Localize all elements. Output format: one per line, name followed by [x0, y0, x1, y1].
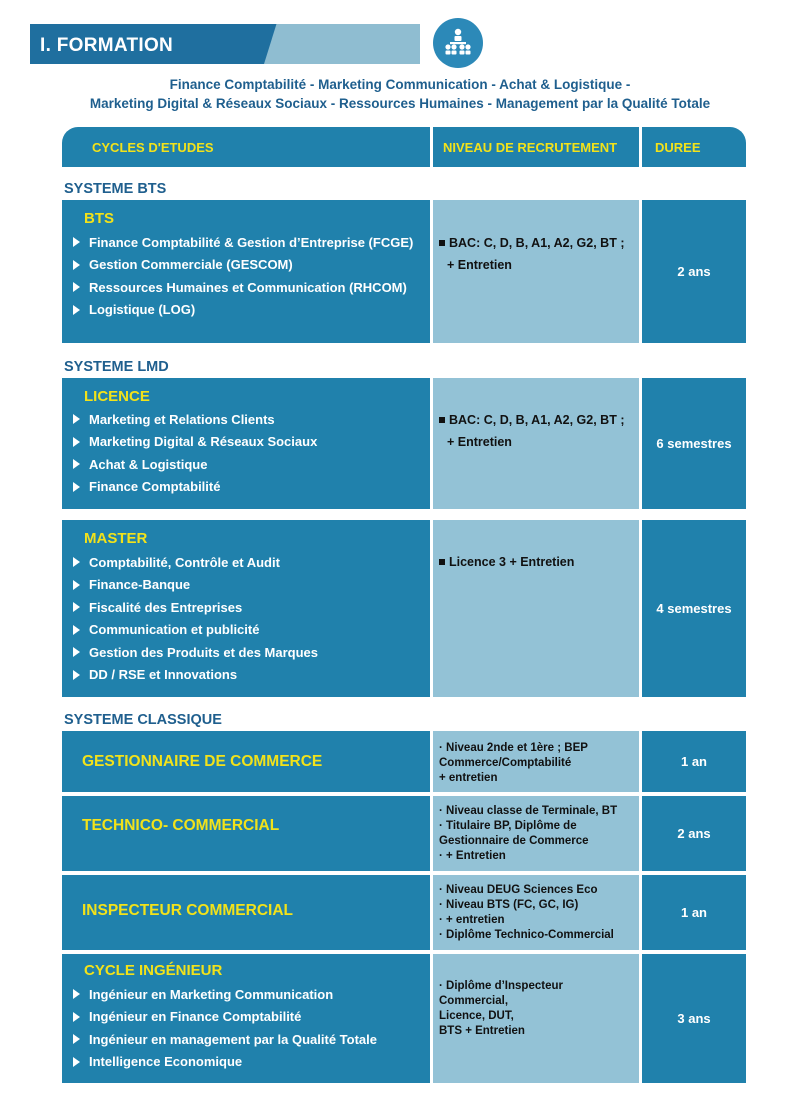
section-systeme-classique: SYSTEME CLASSIQUE	[64, 712, 222, 728]
row-gestionnaire-niveau-text	[439, 741, 588, 786]
arrow-right-icon	[73, 670, 80, 680]
header-niveau-label: NIVEAU DE RECRUTEMENT	[443, 139, 618, 155]
niveau-line: Licence, DUT,	[439, 1010, 514, 1022]
row-technico-duree	[642, 796, 746, 871]
page-title: I. FORMATION	[40, 35, 174, 56]
niveau-line-text: BAC: C, D, B, A1, A2, G2, BT ;	[449, 236, 625, 250]
list-item-label: Intelligence Economique	[89, 1054, 243, 1070]
row-gestionnaire-duree	[642, 731, 746, 792]
arrow-right-icon	[73, 1034, 80, 1044]
arrow-right-icon	[73, 1057, 80, 1067]
list-item-label: Finance-Banque	[89, 577, 191, 593]
niveau-line: Gestionnaire de Commerce	[439, 835, 589, 847]
row-licence-niveau-text	[439, 409, 624, 453]
arrow-right-icon	[73, 282, 80, 292]
niveau-line: + Entretien	[447, 435, 512, 449]
list-item-label: DD / RSE et Innovations	[89, 667, 238, 683]
niveau-line: · Titulaire BP, Diplôme de	[439, 820, 577, 832]
row-gestionnaire-niveau	[433, 731, 639, 792]
arrow-right-icon	[73, 647, 80, 657]
row-master-duree	[642, 520, 746, 697]
row-ingenieur-list	[73, 983, 377, 1073]
niveau-line: · Diplôme Technico-Commercial	[439, 929, 614, 941]
list-item	[73, 574, 318, 597]
duree-value: 3 ans	[677, 1011, 711, 1026]
niveau-line: · Diplôme d’Inspecteur	[439, 980, 563, 992]
row-bts-list	[73, 231, 413, 321]
list-item-label: Achat & Logistique	[89, 456, 208, 472]
row-master-niveau	[433, 520, 639, 697]
list-item	[73, 983, 377, 1006]
list-item-label: Ingénieur en management par la Qualité Totale	[89, 1031, 377, 1047]
list-item	[73, 408, 317, 431]
arrow-right-icon	[73, 482, 80, 492]
list-item	[73, 596, 318, 619]
row-technico-niveau	[433, 796, 639, 871]
row-technico-title: TECHNICO- COMMERCIAL	[82, 817, 280, 834]
niveau-line: · + Entretien	[439, 850, 506, 862]
row-licence-niveau	[433, 378, 639, 509]
row-inspecteur-niveau-text	[439, 883, 614, 943]
row-master-niveau-text	[439, 551, 574, 573]
row-bts-duree	[642, 200, 746, 343]
title-banner-extension	[264, 24, 420, 64]
list-item	[73, 299, 413, 322]
list-item	[73, 276, 413, 299]
niveau-line: + Entretien	[447, 258, 512, 272]
row-master-title: MASTER	[84, 530, 148, 547]
niveau-line	[439, 232, 624, 254]
niveau-line: Commercial,	[439, 995, 509, 1007]
arrow-right-icon	[73, 1012, 80, 1022]
row-bts-niveau-text	[439, 232, 624, 276]
list-item-label: Ingénieur en Finance Comptabilité	[89, 1009, 302, 1025]
row-ingenieur-programs	[62, 954, 430, 1083]
list-item	[73, 1051, 377, 1074]
list-item-label: Finance Comptabilité	[89, 479, 221, 495]
niveau-line: Commerce/Comptabilité	[439, 757, 572, 769]
header-cycles	[62, 127, 430, 167]
row-technico-programs	[62, 796, 430, 871]
list-item-label: Marketing et Relations Clients	[89, 411, 275, 427]
section-systeme-lmd: SYSTEME LMD	[64, 359, 169, 375]
row-gestionnaire-title: GESTIONNAIRE DE COMMERCE	[82, 753, 323, 770]
list-item-label: Gestion des Produits et des Marques	[89, 644, 318, 660]
row-inspecteur-programs	[62, 875, 430, 950]
row-inspecteur-duree	[642, 875, 746, 950]
list-item-label: Ressources Humaines et Communication (RHCOM)	[89, 279, 407, 295]
bullet-square-icon	[439, 559, 445, 565]
row-licence-title: LICENCE	[84, 388, 150, 405]
row-licence-duree	[642, 378, 746, 509]
list-item	[73, 254, 413, 277]
arrow-right-icon	[73, 260, 80, 270]
header-niveau	[433, 127, 639, 167]
arrow-right-icon	[73, 580, 80, 590]
niveau-line: · Niveau classe de Terminale, BT	[439, 805, 618, 817]
list-item-label: Communication et publicité	[89, 622, 260, 638]
niveau-line: + entretien	[439, 772, 498, 784]
list-item-label: Comptabilité, Contrôle et Audit	[89, 554, 280, 570]
section-systeme-bts: SYSTEME BTS	[64, 181, 167, 197]
list-item	[73, 664, 318, 687]
row-ingenieur-duree	[642, 954, 746, 1083]
list-item	[73, 551, 318, 574]
list-item	[73, 231, 413, 254]
list-item-label: Marketing Digital & Réseaux Sociaux	[89, 434, 318, 450]
niveau-line: BTS + Entretien	[439, 1025, 525, 1037]
group-training-icon	[433, 18, 483, 68]
bullet-square-icon	[439, 240, 445, 246]
row-licence-list	[73, 408, 317, 498]
list-item	[73, 476, 317, 499]
list-item	[73, 453, 317, 476]
row-master-programs	[62, 520, 430, 697]
row-inspecteur-title: INSPECTEUR COMMERCIAL	[82, 902, 293, 919]
list-item	[73, 1006, 377, 1029]
niveau-line-text: Licence 3 + Entretien	[449, 555, 575, 569]
arrow-right-icon	[73, 237, 80, 247]
duree-value: 6 semestres	[656, 436, 732, 451]
row-ingenieur-niveau	[433, 954, 639, 1083]
niveau-line: · + entretien	[439, 914, 505, 926]
arrow-right-icon	[73, 437, 80, 447]
duree-value: 2 ans	[677, 264, 711, 279]
niveau-line	[439, 551, 574, 573]
duree-value: 2 ans	[677, 826, 711, 841]
header-duree-label: DUREE	[655, 139, 701, 155]
row-bts-niveau	[433, 200, 639, 343]
list-item-label: Finance Comptabilité & Gestion d’Entreprise (FCGE)	[89, 234, 414, 250]
niveau-line-text: BAC: C, D, B, A1, A2, G2, BT ;	[449, 413, 625, 427]
duree-value: 1 an	[680, 905, 707, 920]
row-technico-niveau-text	[439, 804, 617, 864]
arrow-right-icon	[73, 989, 80, 999]
arrow-right-icon	[73, 414, 80, 424]
row-master-list	[73, 551, 318, 686]
list-item	[73, 619, 318, 642]
bullet-square-icon	[439, 417, 445, 423]
niveau-line: · Niveau DEUG Sciences Eco	[439, 884, 598, 896]
subtitle-line-1: Finance Comptabilité - Marketing Communication - Achat & Logistique -	[169, 77, 631, 92]
arrow-right-icon	[73, 459, 80, 469]
header-duree	[642, 127, 746, 167]
niveau-line: · Niveau 2nde et 1ère ; BEP	[439, 742, 588, 754]
row-inspecteur-niveau	[433, 875, 639, 950]
list-item	[73, 641, 318, 664]
arrow-right-icon	[73, 625, 80, 635]
list-item	[73, 1028, 377, 1051]
row-ingenieur-title: CYCLE INGÉNIEUR	[84, 962, 223, 979]
arrow-right-icon	[73, 602, 80, 612]
row-licence-programs	[62, 378, 430, 509]
list-item-label: Ingénieur en Marketing Communication	[89, 986, 334, 1002]
list-item-label: Logistique (LOG)	[89, 302, 196, 318]
duree-value: 1 an	[680, 754, 707, 769]
list-item-label: Gestion Commerciale (GESCOM)	[89, 257, 293, 273]
arrow-right-icon	[73, 557, 80, 567]
row-bts-programs	[62, 200, 430, 343]
duree-value: 4 semestres	[656, 601, 732, 616]
niveau-line: · Niveau BTS (FC, GC, IG)	[439, 899, 579, 911]
row-gestionnaire-programs	[62, 731, 430, 792]
arrow-right-icon	[73, 305, 80, 315]
niveau-line	[439, 409, 624, 431]
header-cycles-label: CYCLES D'ETUDES	[92, 139, 214, 155]
subtitle-line-2: Marketing Digital & Réseaux Sociaux - Ressources Humaines - Management par la Qualité Totale	[89, 96, 711, 111]
list-item	[73, 431, 317, 454]
row-bts-title: BTS	[84, 210, 114, 227]
row-ingenieur-niveau-text	[439, 979, 563, 1039]
list-item-label: Fiscalité des Entreprises	[89, 599, 243, 615]
